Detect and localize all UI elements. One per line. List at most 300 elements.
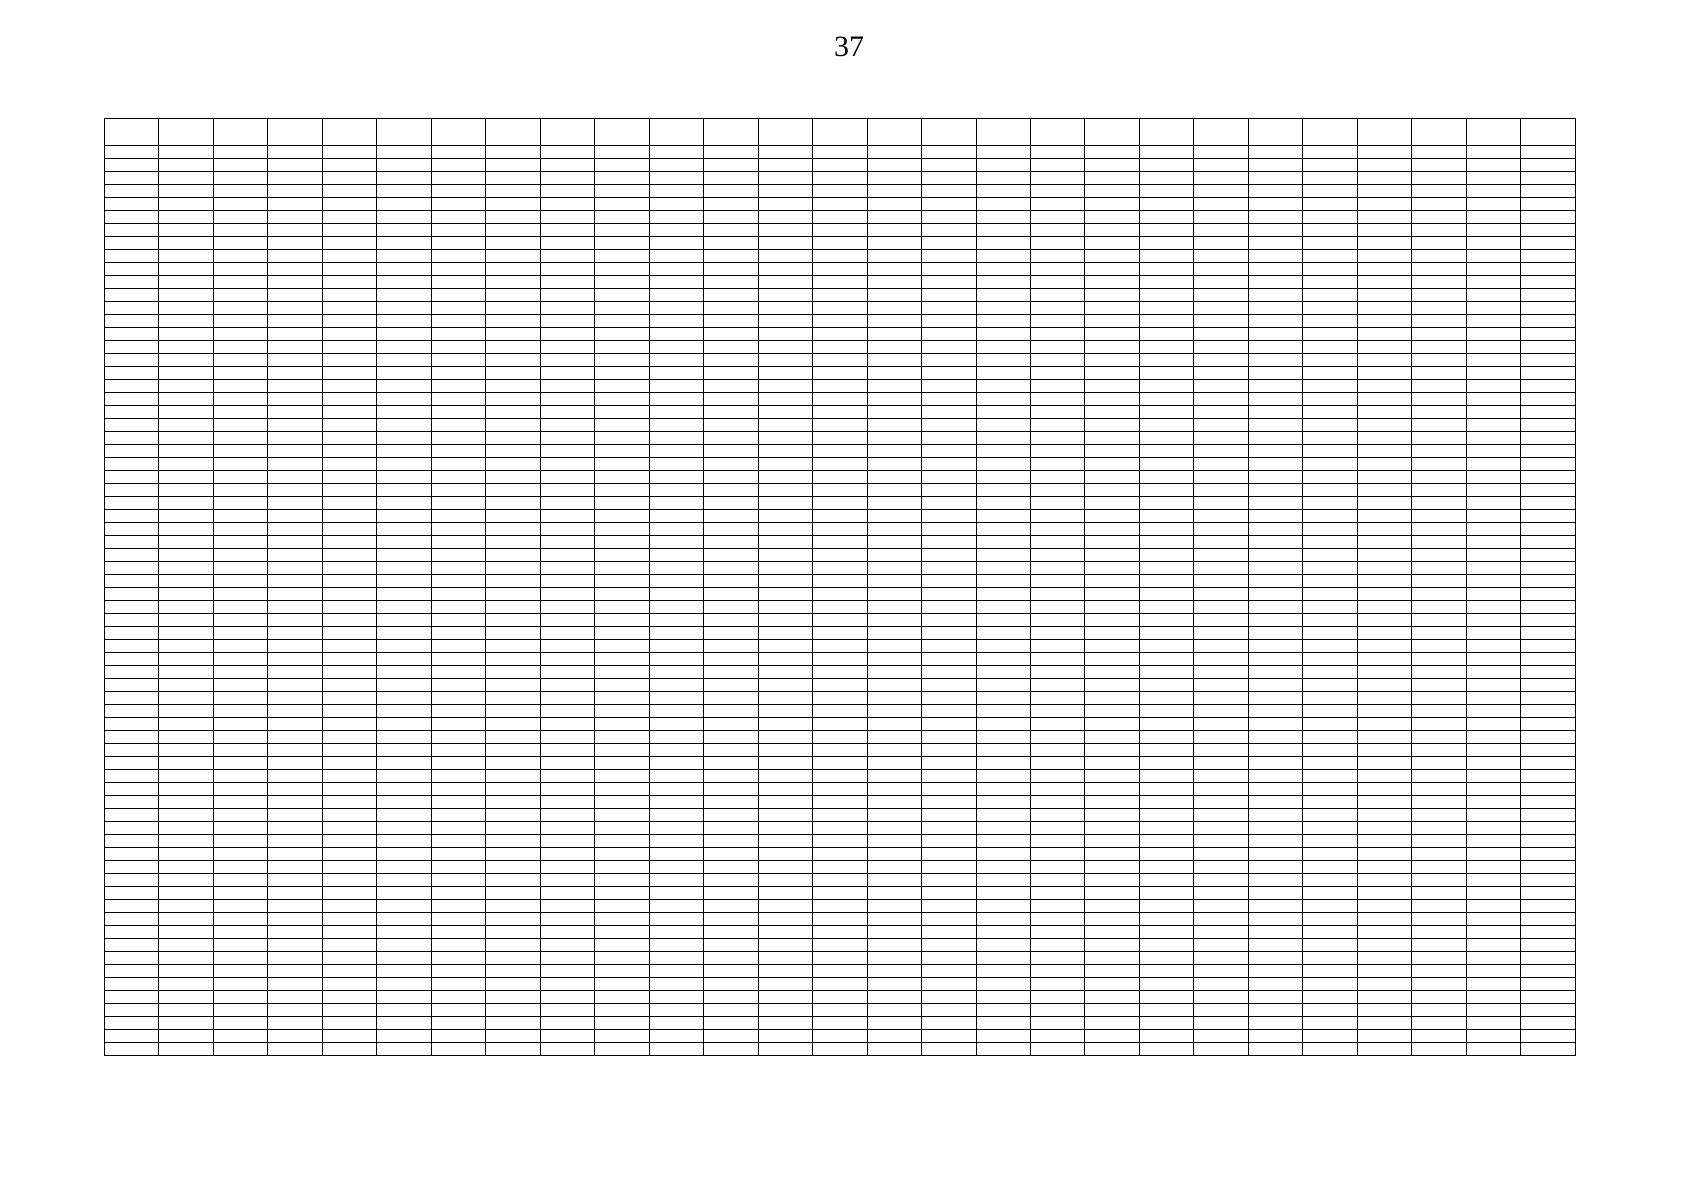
table-cell bbox=[867, 575, 921, 588]
table-cell bbox=[486, 484, 540, 497]
table-cell bbox=[1139, 185, 1193, 198]
table-cell bbox=[1412, 354, 1466, 367]
table-cell bbox=[649, 263, 703, 276]
table-cell bbox=[1030, 146, 1084, 159]
table-cell bbox=[704, 705, 758, 718]
table-cell bbox=[268, 640, 322, 653]
table-cell bbox=[1412, 965, 1466, 978]
table-cell bbox=[377, 458, 431, 471]
header-cell bbox=[1303, 119, 1357, 146]
table-cell bbox=[704, 601, 758, 614]
table-cell bbox=[649, 822, 703, 835]
table-cell bbox=[1030, 354, 1084, 367]
table-cell bbox=[976, 211, 1030, 224]
table-cell bbox=[213, 484, 267, 497]
table-cell bbox=[377, 393, 431, 406]
table-cell bbox=[1194, 497, 1248, 510]
table-cell bbox=[540, 523, 594, 536]
table-cell bbox=[213, 991, 267, 1004]
table-cell bbox=[268, 354, 322, 367]
table-cell bbox=[758, 939, 812, 952]
table-cell bbox=[595, 380, 649, 393]
table-cell bbox=[976, 705, 1030, 718]
table-cell bbox=[595, 952, 649, 965]
table-cell bbox=[649, 172, 703, 185]
table-cell bbox=[431, 250, 485, 263]
table-cell bbox=[1466, 458, 1520, 471]
table-cell bbox=[704, 172, 758, 185]
table-cell bbox=[268, 484, 322, 497]
table-cell bbox=[322, 991, 376, 1004]
table-cell bbox=[213, 263, 267, 276]
table-cell bbox=[1412, 458, 1466, 471]
table-cell bbox=[105, 302, 159, 315]
table-cell bbox=[595, 523, 649, 536]
table-cell bbox=[1303, 1043, 1357, 1056]
table-cell bbox=[322, 367, 376, 380]
table-cell bbox=[268, 198, 322, 211]
table-cell bbox=[813, 1004, 867, 1017]
table-cell bbox=[1139, 939, 1193, 952]
table-cell bbox=[1194, 744, 1248, 757]
table-cell bbox=[1194, 289, 1248, 302]
table-cell bbox=[813, 744, 867, 757]
table-cell bbox=[1030, 731, 1084, 744]
table-cell bbox=[377, 705, 431, 718]
table-cell bbox=[758, 458, 812, 471]
table-cell bbox=[704, 835, 758, 848]
table-cell bbox=[704, 666, 758, 679]
table-cell bbox=[1248, 302, 1302, 315]
table-cell bbox=[1412, 822, 1466, 835]
table-cell bbox=[1412, 900, 1466, 913]
table-cell bbox=[486, 159, 540, 172]
table-cell bbox=[1466, 770, 1520, 783]
table-cell bbox=[758, 913, 812, 926]
table-cell bbox=[105, 939, 159, 952]
table-cell bbox=[1303, 679, 1357, 692]
table-cell bbox=[1303, 302, 1357, 315]
table-cell bbox=[649, 861, 703, 874]
table-cell bbox=[1357, 770, 1411, 783]
table-cell bbox=[377, 185, 431, 198]
table-row bbox=[105, 432, 1576, 445]
table-cell bbox=[922, 874, 976, 887]
table-cell bbox=[431, 172, 485, 185]
table-cell bbox=[758, 341, 812, 354]
table-cell bbox=[1139, 146, 1193, 159]
header-cell bbox=[159, 119, 213, 146]
table-cell bbox=[867, 627, 921, 640]
table-cell bbox=[213, 874, 267, 887]
table-cell bbox=[1357, 874, 1411, 887]
table-cell bbox=[1248, 458, 1302, 471]
table-cell bbox=[1466, 419, 1520, 432]
table-cell bbox=[867, 549, 921, 562]
table-cell bbox=[1303, 731, 1357, 744]
table-cell bbox=[322, 926, 376, 939]
table-cell bbox=[431, 926, 485, 939]
table-cell bbox=[1357, 1043, 1411, 1056]
table-cell bbox=[758, 185, 812, 198]
table-cell bbox=[1085, 471, 1139, 484]
table-cell bbox=[431, 978, 485, 991]
table-cell bbox=[431, 653, 485, 666]
table-row bbox=[105, 588, 1576, 601]
table-cell bbox=[595, 198, 649, 211]
table-cell bbox=[1412, 406, 1466, 419]
table-cell bbox=[1466, 783, 1520, 796]
table-cell bbox=[105, 510, 159, 523]
header-cell bbox=[1357, 119, 1411, 146]
table-cell bbox=[649, 835, 703, 848]
table-cell bbox=[1248, 796, 1302, 809]
table-cell bbox=[486, 952, 540, 965]
table-cell bbox=[976, 406, 1030, 419]
table-row bbox=[105, 1043, 1576, 1056]
table-cell bbox=[268, 419, 322, 432]
table-cell bbox=[105, 848, 159, 861]
table-cell bbox=[1030, 250, 1084, 263]
table-cell bbox=[1139, 887, 1193, 900]
table-cell bbox=[758, 744, 812, 757]
table-cell bbox=[1030, 601, 1084, 614]
table-cell bbox=[1194, 1017, 1248, 1030]
table-cell bbox=[268, 1004, 322, 1017]
table-row bbox=[105, 666, 1576, 679]
table-cell bbox=[213, 211, 267, 224]
table-cell bbox=[1412, 653, 1466, 666]
table-cell bbox=[1139, 406, 1193, 419]
header-cell bbox=[1466, 119, 1520, 146]
table-cell bbox=[867, 445, 921, 458]
table-cell bbox=[976, 302, 1030, 315]
table-cell bbox=[377, 237, 431, 250]
table-cell bbox=[1030, 848, 1084, 861]
table-cell bbox=[813, 1017, 867, 1030]
table-cell bbox=[758, 1030, 812, 1043]
table-cell bbox=[1303, 744, 1357, 757]
table-cell bbox=[1139, 380, 1193, 393]
table-cell bbox=[813, 601, 867, 614]
table-cell bbox=[704, 692, 758, 705]
table-cell bbox=[322, 705, 376, 718]
table-cell bbox=[486, 380, 540, 393]
table-cell bbox=[1248, 692, 1302, 705]
table-cell bbox=[1030, 575, 1084, 588]
table-cell bbox=[1085, 211, 1139, 224]
table-cell bbox=[867, 900, 921, 913]
table-cell bbox=[867, 523, 921, 536]
register-table-container bbox=[104, 118, 1576, 1056]
table-cell bbox=[159, 406, 213, 419]
table-cell bbox=[213, 653, 267, 666]
table-cell bbox=[922, 146, 976, 159]
table-cell bbox=[213, 341, 267, 354]
table-cell bbox=[1248, 185, 1302, 198]
table-cell bbox=[867, 809, 921, 822]
table-cell bbox=[486, 1017, 540, 1030]
table-cell bbox=[540, 965, 594, 978]
table-cell bbox=[431, 198, 485, 211]
table-cell bbox=[377, 146, 431, 159]
table-cell bbox=[649, 926, 703, 939]
table-cell bbox=[322, 224, 376, 237]
table-cell bbox=[813, 809, 867, 822]
table-cell bbox=[159, 549, 213, 562]
table-cell bbox=[1412, 939, 1466, 952]
table-cell bbox=[1085, 354, 1139, 367]
table-cell bbox=[649, 679, 703, 692]
table-cell bbox=[159, 757, 213, 770]
table-cell bbox=[486, 588, 540, 601]
table-cell bbox=[1030, 237, 1084, 250]
table-cell bbox=[268, 1043, 322, 1056]
table-row bbox=[105, 315, 1576, 328]
table-cell bbox=[813, 640, 867, 653]
table-cell bbox=[1466, 1043, 1520, 1056]
table-cell bbox=[1194, 848, 1248, 861]
table-row bbox=[105, 458, 1576, 471]
table-cell bbox=[1412, 731, 1466, 744]
table-cell bbox=[1357, 1017, 1411, 1030]
table-cell bbox=[377, 861, 431, 874]
table-cell bbox=[1303, 1030, 1357, 1043]
table-cell bbox=[1139, 744, 1193, 757]
table-cell bbox=[1521, 549, 1576, 562]
table-cell bbox=[758, 952, 812, 965]
table-cell bbox=[758, 588, 812, 601]
table-cell bbox=[813, 848, 867, 861]
table-cell bbox=[486, 679, 540, 692]
table-cell bbox=[813, 276, 867, 289]
table-cell bbox=[595, 913, 649, 926]
table-cell bbox=[1139, 679, 1193, 692]
table-cell bbox=[1030, 224, 1084, 237]
table-cell bbox=[1139, 471, 1193, 484]
table-cell bbox=[649, 367, 703, 380]
table-cell bbox=[486, 250, 540, 263]
table-cell bbox=[595, 1043, 649, 1056]
table-row bbox=[105, 1017, 1576, 1030]
table-cell bbox=[867, 172, 921, 185]
table-cell bbox=[976, 783, 1030, 796]
table-cell bbox=[377, 692, 431, 705]
table-cell bbox=[922, 718, 976, 731]
table-cell bbox=[595, 679, 649, 692]
table-cell bbox=[268, 939, 322, 952]
table-cell bbox=[268, 341, 322, 354]
table-cell bbox=[486, 965, 540, 978]
table-cell bbox=[377, 796, 431, 809]
table-cell bbox=[377, 744, 431, 757]
table-cell bbox=[540, 952, 594, 965]
table-cell bbox=[976, 731, 1030, 744]
table-cell bbox=[431, 211, 485, 224]
table-row bbox=[105, 523, 1576, 536]
table-cell bbox=[540, 757, 594, 770]
table-cell bbox=[1521, 276, 1576, 289]
table-cell bbox=[1357, 549, 1411, 562]
table-cell bbox=[758, 614, 812, 627]
table-cell bbox=[1030, 939, 1084, 952]
table-cell bbox=[649, 848, 703, 861]
table-cell bbox=[1521, 523, 1576, 536]
table-cell bbox=[976, 575, 1030, 588]
table-cell bbox=[922, 952, 976, 965]
table-cell bbox=[1412, 666, 1466, 679]
table-cell bbox=[322, 575, 376, 588]
table-cell bbox=[758, 848, 812, 861]
table-cell bbox=[1357, 276, 1411, 289]
table-cell bbox=[377, 783, 431, 796]
table-cell bbox=[431, 705, 485, 718]
table-cell bbox=[595, 757, 649, 770]
table-cell bbox=[813, 614, 867, 627]
table-cell bbox=[595, 276, 649, 289]
table-cell bbox=[213, 627, 267, 640]
table-cell bbox=[1085, 900, 1139, 913]
table-cell bbox=[105, 809, 159, 822]
table-cell bbox=[159, 536, 213, 549]
table-cell bbox=[1521, 770, 1576, 783]
table-cell bbox=[595, 406, 649, 419]
table-cell bbox=[1412, 614, 1466, 627]
table-cell bbox=[922, 770, 976, 783]
table-cell bbox=[1194, 991, 1248, 1004]
table-row bbox=[105, 1030, 1576, 1043]
table-cell bbox=[268, 185, 322, 198]
table-cell bbox=[1412, 627, 1466, 640]
table-cell bbox=[1412, 1004, 1466, 1017]
table-cell bbox=[268, 887, 322, 900]
table-cell bbox=[540, 185, 594, 198]
table-cell bbox=[758, 562, 812, 575]
table-cell bbox=[1085, 224, 1139, 237]
table-cell bbox=[322, 289, 376, 302]
table-cell bbox=[813, 939, 867, 952]
table-cell bbox=[1357, 575, 1411, 588]
table-cell bbox=[1139, 835, 1193, 848]
table-cell bbox=[813, 913, 867, 926]
table-cell bbox=[1030, 185, 1084, 198]
table-cell bbox=[1357, 341, 1411, 354]
table-cell bbox=[813, 991, 867, 1004]
table-cell bbox=[976, 692, 1030, 705]
table-cell bbox=[595, 562, 649, 575]
table-cell bbox=[105, 952, 159, 965]
table-cell bbox=[922, 991, 976, 1004]
table-cell bbox=[431, 588, 485, 601]
table-cell bbox=[486, 666, 540, 679]
table-cell bbox=[758, 926, 812, 939]
table-cell bbox=[758, 861, 812, 874]
table-cell bbox=[1303, 900, 1357, 913]
table-cell bbox=[1030, 809, 1084, 822]
table-cell bbox=[159, 289, 213, 302]
table-cell bbox=[540, 744, 594, 757]
table-cell bbox=[431, 965, 485, 978]
table-cell bbox=[976, 185, 1030, 198]
table-cell bbox=[105, 887, 159, 900]
table-cell bbox=[595, 549, 649, 562]
table-cell bbox=[1248, 510, 1302, 523]
table-cell bbox=[595, 497, 649, 510]
table-cell bbox=[159, 159, 213, 172]
table-cell bbox=[1521, 848, 1576, 861]
table-cell bbox=[540, 796, 594, 809]
table-cell bbox=[268, 744, 322, 757]
table-cell bbox=[540, 848, 594, 861]
table-cell bbox=[1412, 315, 1466, 328]
table-cell bbox=[1357, 406, 1411, 419]
table-cell bbox=[1412, 679, 1466, 692]
table-row bbox=[105, 900, 1576, 913]
table-cell bbox=[540, 913, 594, 926]
table-cell bbox=[922, 354, 976, 367]
table-cell bbox=[1085, 822, 1139, 835]
table-cell bbox=[595, 146, 649, 159]
table-cell bbox=[1466, 640, 1520, 653]
table-cell bbox=[1466, 744, 1520, 757]
table-cell bbox=[1412, 692, 1466, 705]
table-cell bbox=[1085, 432, 1139, 445]
table-cell bbox=[105, 614, 159, 627]
table-cell bbox=[704, 952, 758, 965]
table-cell bbox=[322, 731, 376, 744]
table-cell bbox=[922, 302, 976, 315]
table-cell bbox=[1303, 627, 1357, 640]
table-cell bbox=[540, 302, 594, 315]
table-cell bbox=[1248, 757, 1302, 770]
table-cell bbox=[1357, 913, 1411, 926]
table-cell bbox=[1412, 718, 1466, 731]
table-cell bbox=[867, 731, 921, 744]
table-cell bbox=[540, 653, 594, 666]
table-cell bbox=[268, 822, 322, 835]
table-cell bbox=[867, 939, 921, 952]
table-cell bbox=[1194, 523, 1248, 536]
table-cell bbox=[105, 328, 159, 341]
table-cell bbox=[649, 432, 703, 445]
table-cell bbox=[1521, 822, 1576, 835]
table-cell bbox=[105, 224, 159, 237]
table-cell bbox=[649, 900, 703, 913]
table-cell bbox=[1030, 913, 1084, 926]
table-cell bbox=[1521, 887, 1576, 900]
table-cell bbox=[486, 601, 540, 614]
table-cell bbox=[213, 835, 267, 848]
table-cell bbox=[704, 432, 758, 445]
table-cell bbox=[213, 393, 267, 406]
header-cell bbox=[1412, 119, 1466, 146]
table-cell bbox=[1466, 536, 1520, 549]
table-cell bbox=[431, 549, 485, 562]
table-cell bbox=[1466, 627, 1520, 640]
table-cell bbox=[922, 276, 976, 289]
table-cell bbox=[1085, 796, 1139, 809]
table-cell bbox=[1412, 198, 1466, 211]
table-cell bbox=[867, 861, 921, 874]
table-cell bbox=[213, 250, 267, 263]
table-cell bbox=[758, 1043, 812, 1056]
table-cell bbox=[922, 211, 976, 224]
table-cell bbox=[1303, 315, 1357, 328]
table-cell bbox=[649, 549, 703, 562]
table-cell bbox=[976, 874, 1030, 887]
table-cell bbox=[105, 991, 159, 1004]
table-cell bbox=[758, 640, 812, 653]
